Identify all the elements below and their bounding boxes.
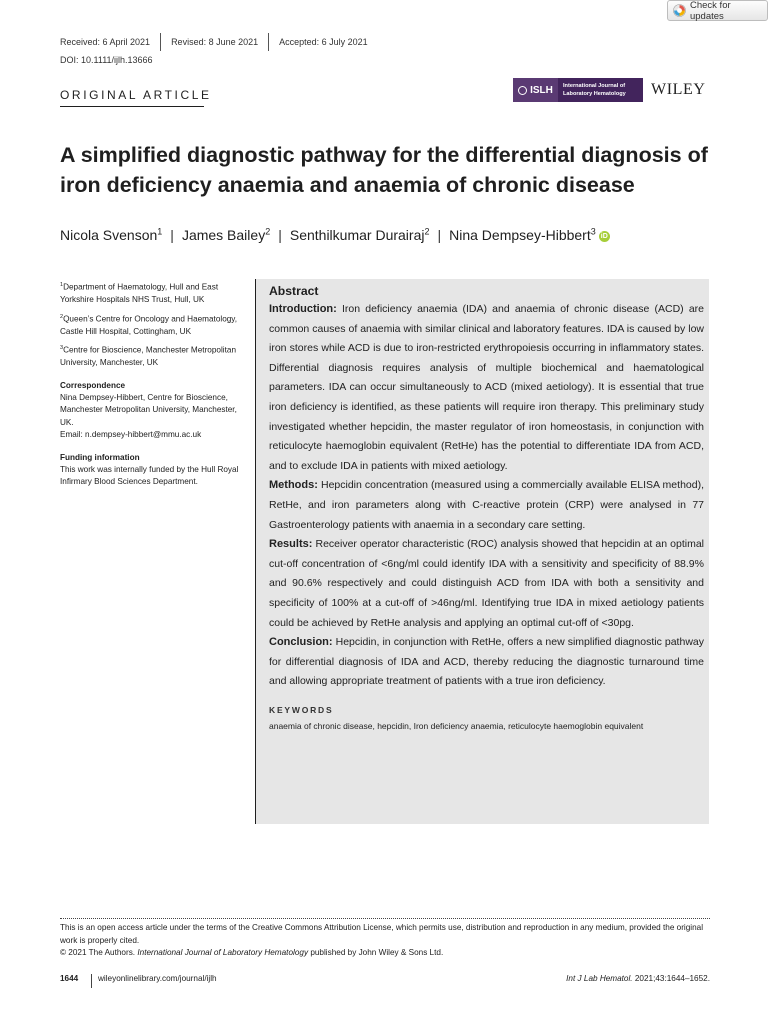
abstract-conclusion: Conclusion: Hepcidin, in conjunction with RetHe, offers a new simplified diagnostic pathway for differential diagnosis of IDA and ACD, thereby reducing the diagnostic turnaround time and allowing appropriate treatment of patients with a true iron deficiency. xyxy=(269,636,704,688)
abstract-results: Results: Receiver operator characteristic (ROC) analysis showed that hepcidin at an optimal cut-off concentration of <6ng/ml could identify IDA with a sensitivity and specificity of 88.9% and 90.6% respectively and could distinguish ACD from IDA with both a sensitivity and specificity of 100% at a cut-off of >46ng/ml. Identifying true IDA in mixed aetiology patients could be achieved by RetHe analysis and applying an optimal cut-off of <30pg. xyxy=(269,538,704,629)
correspondence-email[interactable]: Email: n.dempsey-hibbert@mmu.ac.uk xyxy=(60,430,202,440)
revised-date: Revised: 8 June 2021 xyxy=(160,33,268,51)
orcid-icon[interactable]: iD xyxy=(600,232,608,240)
journal-name-line1: International Journal of xyxy=(563,83,626,89)
journal-name-block xyxy=(558,78,643,102)
copyright-line: © 2021 The Authors. International Journal of Laboratory Hematology published by John Wiley & Sons Ltd. xyxy=(60,948,444,957)
page-number-divider xyxy=(91,974,92,988)
journal-url[interactable]: wileyonlinelibrary.com/journal/ijlh xyxy=(98,974,217,983)
author-name[interactable]: Nina Dempsey-Hibbert$^3$ xyxy=(449,226,596,243)
received-date: Received: 6 April 2021 xyxy=(60,37,151,47)
footer-divider xyxy=(60,918,710,919)
license-text: This is an open access article under the terms of the Creative Commons Attribution License, which permits use, distribution and reproduction in any medium, provided the original work is properly cited. xyxy=(60,923,704,945)
society-name: ISLH xyxy=(530,84,553,96)
check-for-updates-label: Check for updates xyxy=(689,0,731,22)
check-for-updates-button[interactable] xyxy=(667,0,768,21)
affiliation: $^1$Department of Haematology, Hull and East Yorkshire Hospitals NHS Trust, Hull, UK xyxy=(60,282,219,305)
affiliation: $^3$Centre for Bioscience, Manchester Metropolitan University, Manchester, UK xyxy=(60,345,236,368)
funding-text: This work was internally funded by the Hull Royal Infirmary Blood Sciences Department. xyxy=(60,465,239,487)
correspondence-heading: Correspondence xyxy=(60,380,126,390)
abstract-introduction: Introduction: Iron deficiency anaemia (IDA) and anaemia of chronic disease (ACD) are common causes of anaemia with similar clinical and laboratory features. IDA is caused by low iron stores while ACD is due to iron-restricted erythropoiesis occurring in inflammatory states. Differential diagnosis requires analysis of multiple biochemical and haematological parameters. IDA can occur simultaneously to ACD (mixed aetiology). It is essential that true iron deficiency is identified, as these patients will require iron therapy. This preliminary study investigated whether hepcidin, the master regulator of iron homeostasis, in conjunction with reticulocyte haemoglobin equivalent (RetHe) has the potential to differentiate IDA from ACD, and to exclude IDA in patients with mixed aetiology. xyxy=(269,303,704,472)
journal-logo[interactable] xyxy=(513,78,643,102)
article-type-rule xyxy=(60,106,204,107)
author-name[interactable]: Nicola Svenson$^1$ xyxy=(60,226,163,243)
page-number: 1644 xyxy=(60,974,79,983)
islh-logo xyxy=(513,78,558,102)
page-footer xyxy=(60,974,710,988)
abstract-box xyxy=(255,279,709,824)
abstract-heading: Abstract xyxy=(269,284,319,298)
author-name[interactable]: Senthilkumar Durairaj$^2$ xyxy=(289,226,430,243)
islh-emblem-icon xyxy=(518,86,527,95)
affiliation: $^2$Queen’s Centre for Oncology and Haematology, Castle Hill Hospital, Cottingham, UK xyxy=(60,313,238,336)
license-notice xyxy=(60,922,710,960)
journal-name-line2: Laboratory Hematology xyxy=(563,91,626,97)
article-title: A simplified diagnostic pathway for the differential diagnosis of iron deficiency anaemia and anaemia of chronic disease xyxy=(60,143,708,197)
article-type: ORIGINAL ARTICLE xyxy=(60,88,212,102)
publication-dates xyxy=(60,33,378,51)
abstract-methods: Methods: Hepcidin concentration (measured using a commercially available ELISA method), RetHe, and iron parameters along with C-reactive protein (CRP) were analysed in 77 Gastroenterology patients with anaemia in a secondary care setting. xyxy=(269,479,704,531)
funding-heading: Funding information xyxy=(60,452,140,462)
publisher-logo[interactable]: WILEY xyxy=(651,81,706,98)
keywords-list: anaemia of chronic disease, hepcidin, Iron deficiency anaemia, reticulocyte haemoglobin equivalent xyxy=(269,720,644,731)
author-name[interactable]: James Bailey$^2$ xyxy=(181,226,271,243)
author-list: Nicola Svenson$^1$ | James Bailey$^2$ | Senthilkumar Durairaj$^2$ | Nina Dempsey-Hibbert$^3$iD xyxy=(60,226,608,243)
article-info-column xyxy=(60,279,252,489)
correspondence-text: Nina Dempsey-Hibbert, Centre for Bioscience, Manchester Metropolitan University, Manchester, UK. xyxy=(60,393,237,427)
citation: Int J Lab Hematol. 2021;43:1644–1652. xyxy=(566,974,710,983)
accepted-date: Accepted: 6 July 2021 xyxy=(268,33,378,51)
doi[interactable]: DOI: 10.1111/ijlh.13666 xyxy=(60,55,153,65)
keywords-heading: KEYWORDS xyxy=(269,704,334,715)
check-for-updates-icon xyxy=(673,4,686,17)
